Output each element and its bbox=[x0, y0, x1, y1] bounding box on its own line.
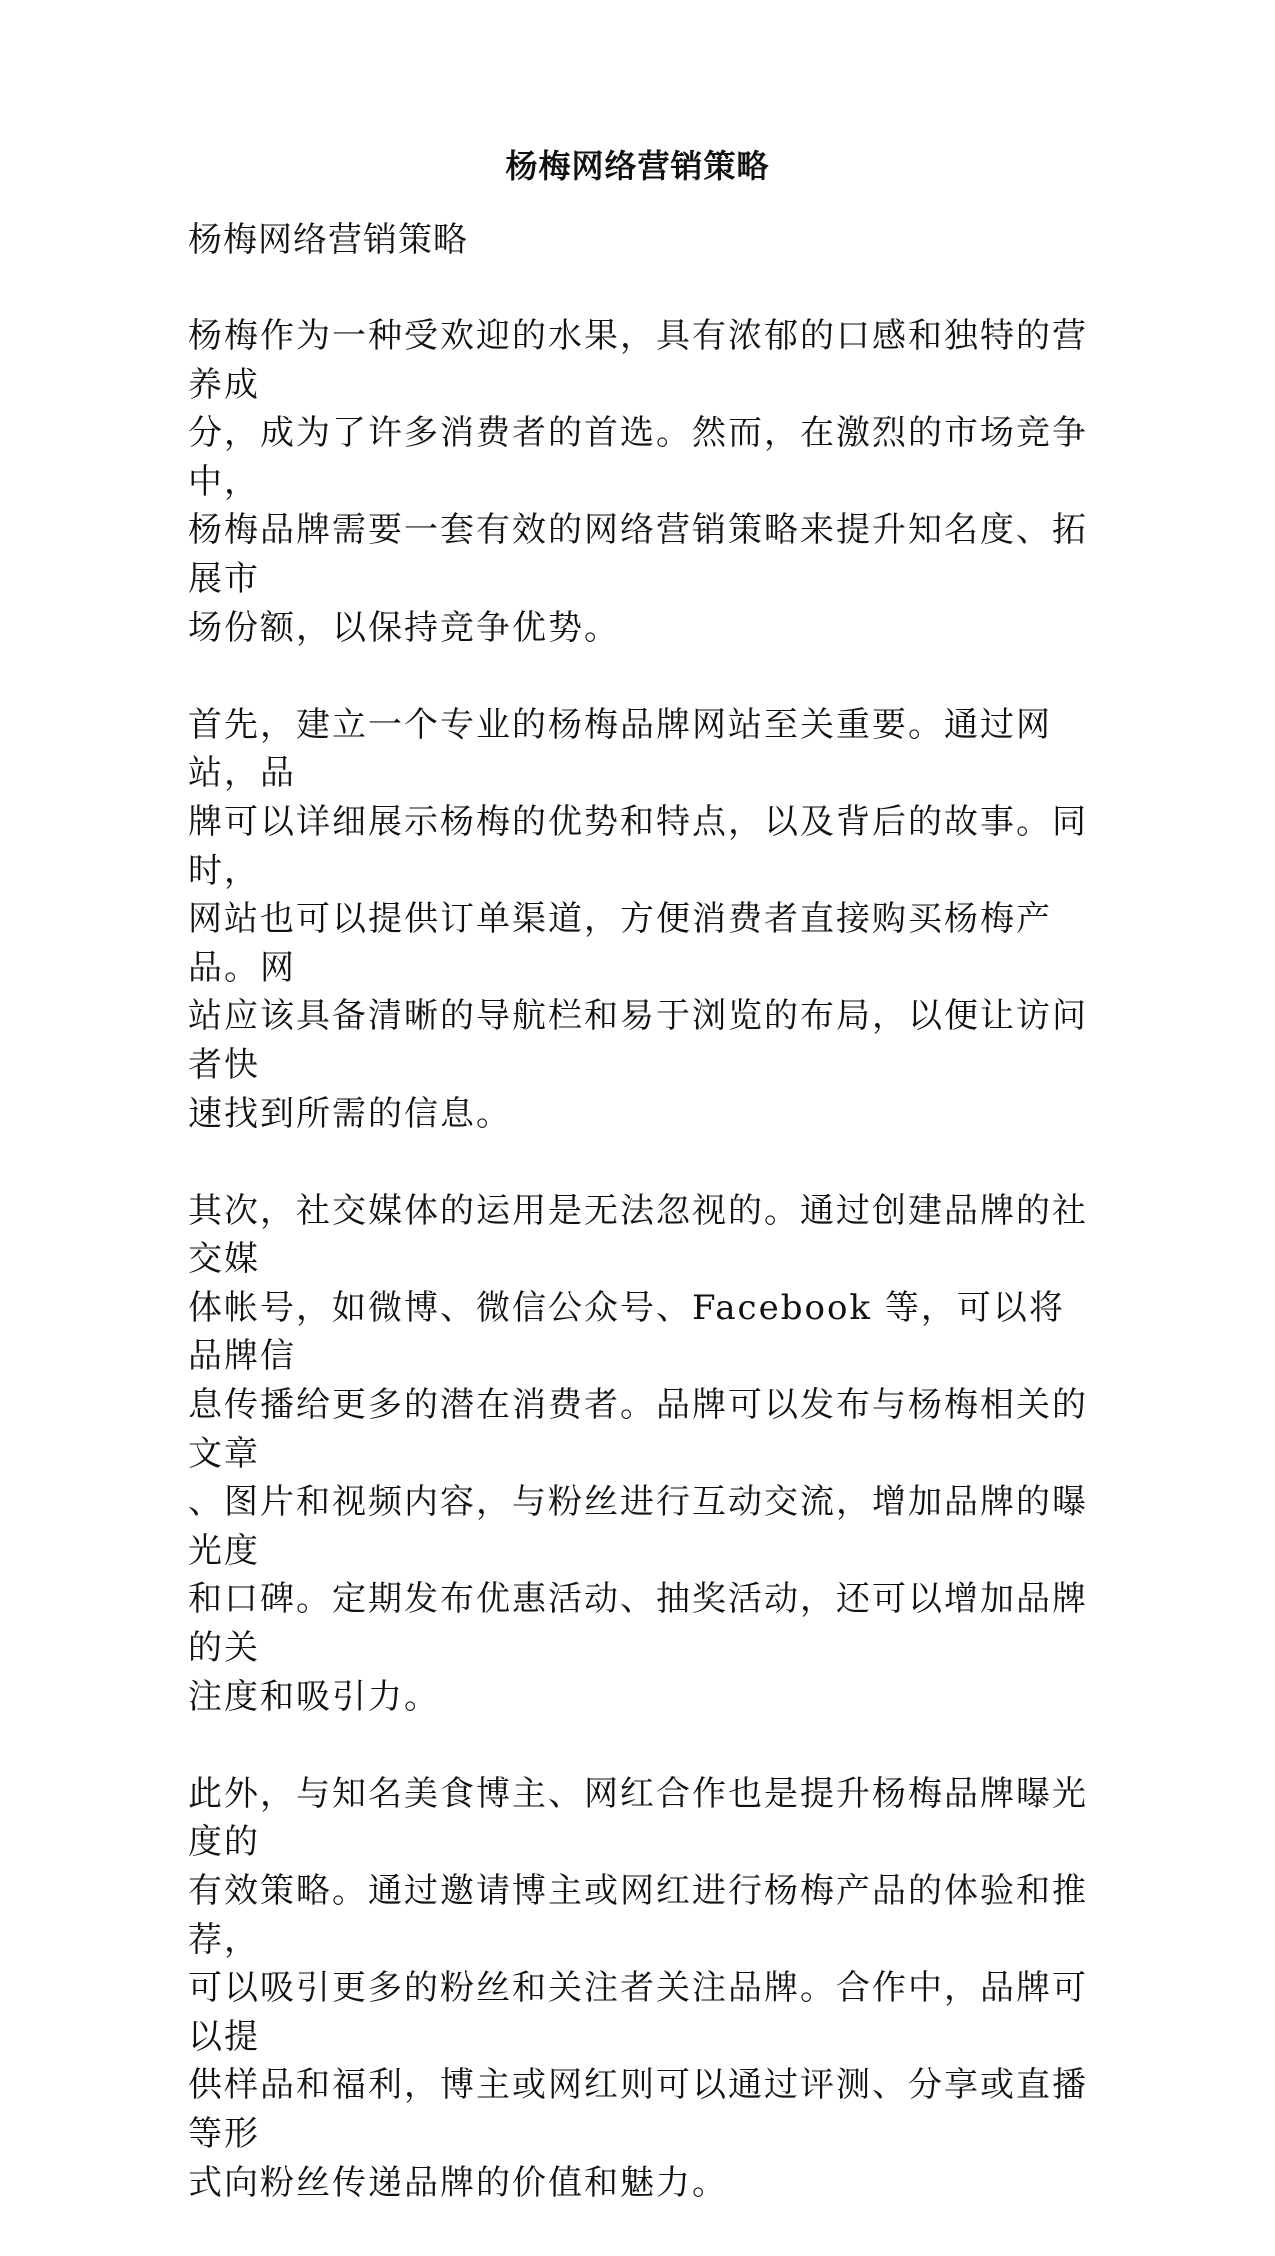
document-subtitle: 杨梅网络营销策略 bbox=[188, 220, 468, 260]
paragraph-intro: 杨梅作为一种受欢迎的水果，具有浓郁的口感和独特的营养成 分，成为了许多消费者的首选。然而，在激烈的市场竞争中， 杨梅品牌需要一套有效的网络营销策略来提升知名度、拓展市 场份额，以保持竞争优势。 bbox=[188, 316, 1088, 648]
paragraph-website: 首先，建立一个专业的杨梅品牌网站至关重要。通过网站，品 牌可以详细展示杨梅的优势和特点，以及背后的故事。同时， 网站也可以提供订单渠道，方便消费者直接购买杨梅产品。网 站应该具备清晰的导航栏和易于浏览的布局，以便让访问者快 速找到所需的信息。 bbox=[188, 704, 1088, 1134]
paragraph-influencers: 此外，与知名美食博主、网红合作也是提升杨梅品牌曝光度的 有效策略。通过邀请博主或网红进行杨梅产品的体验和推荐， 可以吸引更多的粉丝和关注者关注品牌。合作中，品牌可以提 供样品和福利，博主或网红则可以通过评测、分享或直播等形 式向粉丝传递品牌的价值和魅力。 bbox=[188, 1773, 1088, 2203]
document-title: 杨梅网络营销策略 bbox=[505, 147, 770, 185]
document-body bbox=[188, 216, 1088, 2256]
paragraph-social-media: 其次，社交媒体的运用是无法忽视的。通过创建品牌的社交媒 体帐号，如微博、微信公众号、Facebook 等，可以将品牌信 息传播给更多的潜在消费者。品牌可以发布与杨梅相关的文章 、图片和视频内容，与粉丝进行互动交流，增加品牌的曝光度 和口碑。定期发布优惠活动、抽奖活动，还可以增加品牌的关 注度和吸引力。 bbox=[188, 1190, 1088, 1717]
